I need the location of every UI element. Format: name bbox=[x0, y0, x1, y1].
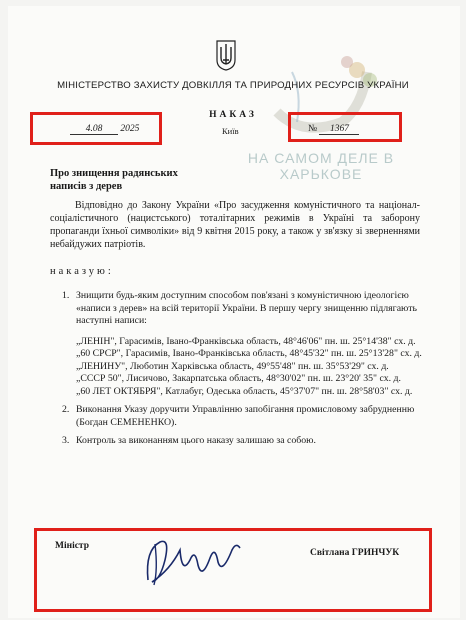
preamble: Відповідно до Закону України «Про засудження комуністичного та націонал-соціалістичного (нацистського) тоталітарних режимів в Україні та заборону пропаганди їхньої символіки» від 9 квітня 2015 року, а також у зв'язку зі зверненнями небайдужих патріотів. bbox=[50, 200, 420, 250]
list-item: „60 СРСР", Гарасимів, Івано-Франківська область, 48°45'32" пн. ш. 25°13'28" сх. д. bbox=[76, 348, 422, 359]
document-title: Про знищення радянських написів з дерев bbox=[50, 168, 178, 192]
list-item: „ЛЕНИНУ", Люботин Харківська область, 49°55'48" пн. ш. 35°53'29" сх. д. bbox=[76, 360, 389, 372]
city: Київ bbox=[222, 126, 239, 136]
order-word: наказую: bbox=[50, 266, 114, 277]
number-value: 1367 bbox=[319, 124, 359, 135]
coat-of-arms-icon bbox=[215, 38, 237, 72]
date-highlight-box bbox=[30, 112, 162, 145]
date-day-month: 4.08 bbox=[70, 124, 118, 135]
list-item: „60 ЛЕТ ОКТЯБРЯ", Катлабуг, Одеська область, 45°37'07" пн. ш. 28°58'03" сх. д. bbox=[76, 385, 413, 397]
list-item: „ЛЕНІН", Гарасимів, Івано-Франківська область, 48°46'06" пн. ш. 25°14'38" сх. д. bbox=[76, 335, 416, 347]
number-highlight-box bbox=[288, 112, 402, 142]
signer-name: Світлана ГРИНЧУК bbox=[310, 548, 400, 558]
ministry-name: МІНІСТЕРСТВО ЗАХИСТУ ДОВКІЛЛЯ ТА ПРИРОДНИХ РЕСУРСІВ УКРАЇНИ bbox=[57, 80, 409, 91]
list-item: 2. Виконання Указу доручити Управлінню запобігання промисловому забрудненню (Богдан СЕМЕНЕНКО). bbox=[62, 404, 415, 428]
signature-icon bbox=[140, 530, 250, 590]
number-label: № bbox=[308, 124, 318, 134]
list-item: „СССР 50", Лисичово, Закарпатська область, 48°30'02" пн. ш. 23°20' 35" сх. д. bbox=[76, 373, 401, 384]
inscriptions-list bbox=[76, 336, 422, 399]
list-item: 1. Знищити будь-яким доступним способом пов'язані з комуністичною ідеологією «написи з дерев» на всій території України. В першу чергу знищенню підлягають наступні написи: „ЛЕНІН", Гарасимів, Івано-Франківська область, 48°46'06" пн. ш. 25°14'38" сх. д. „60 СРСР", Гарасимів, Івано-Франківська область, 48°45'32" пн. ш. 25°13'28" сх. д. „ЛЕНИНУ", Люботин Харківська область, 49°55'48" пн. ш. 35°53'29" сх. д. „СССР 50", Лисичово, Закарпатська область, 48°30'02" пн. ш. 23°20' 35" сх. д. „60 ЛЕТ ОКТЯБРЯ", Катлабуг, Одеська область, 45°37'07" пн. ш. 28°58'03" сх. д. bbox=[62, 290, 422, 397]
watermark-text: НА САМОМ ДЕЛЕ В ХАРЬКОВЕ bbox=[247, 150, 395, 182]
order-items bbox=[62, 290, 422, 454]
date-year: 2025 bbox=[120, 124, 140, 134]
document-type: НАКАЗ bbox=[209, 110, 257, 120]
signer-position: Міністр bbox=[55, 541, 90, 551]
list-item: 3. Контроль за виконанням цього наказу залишаю за собою. bbox=[62, 435, 316, 446]
